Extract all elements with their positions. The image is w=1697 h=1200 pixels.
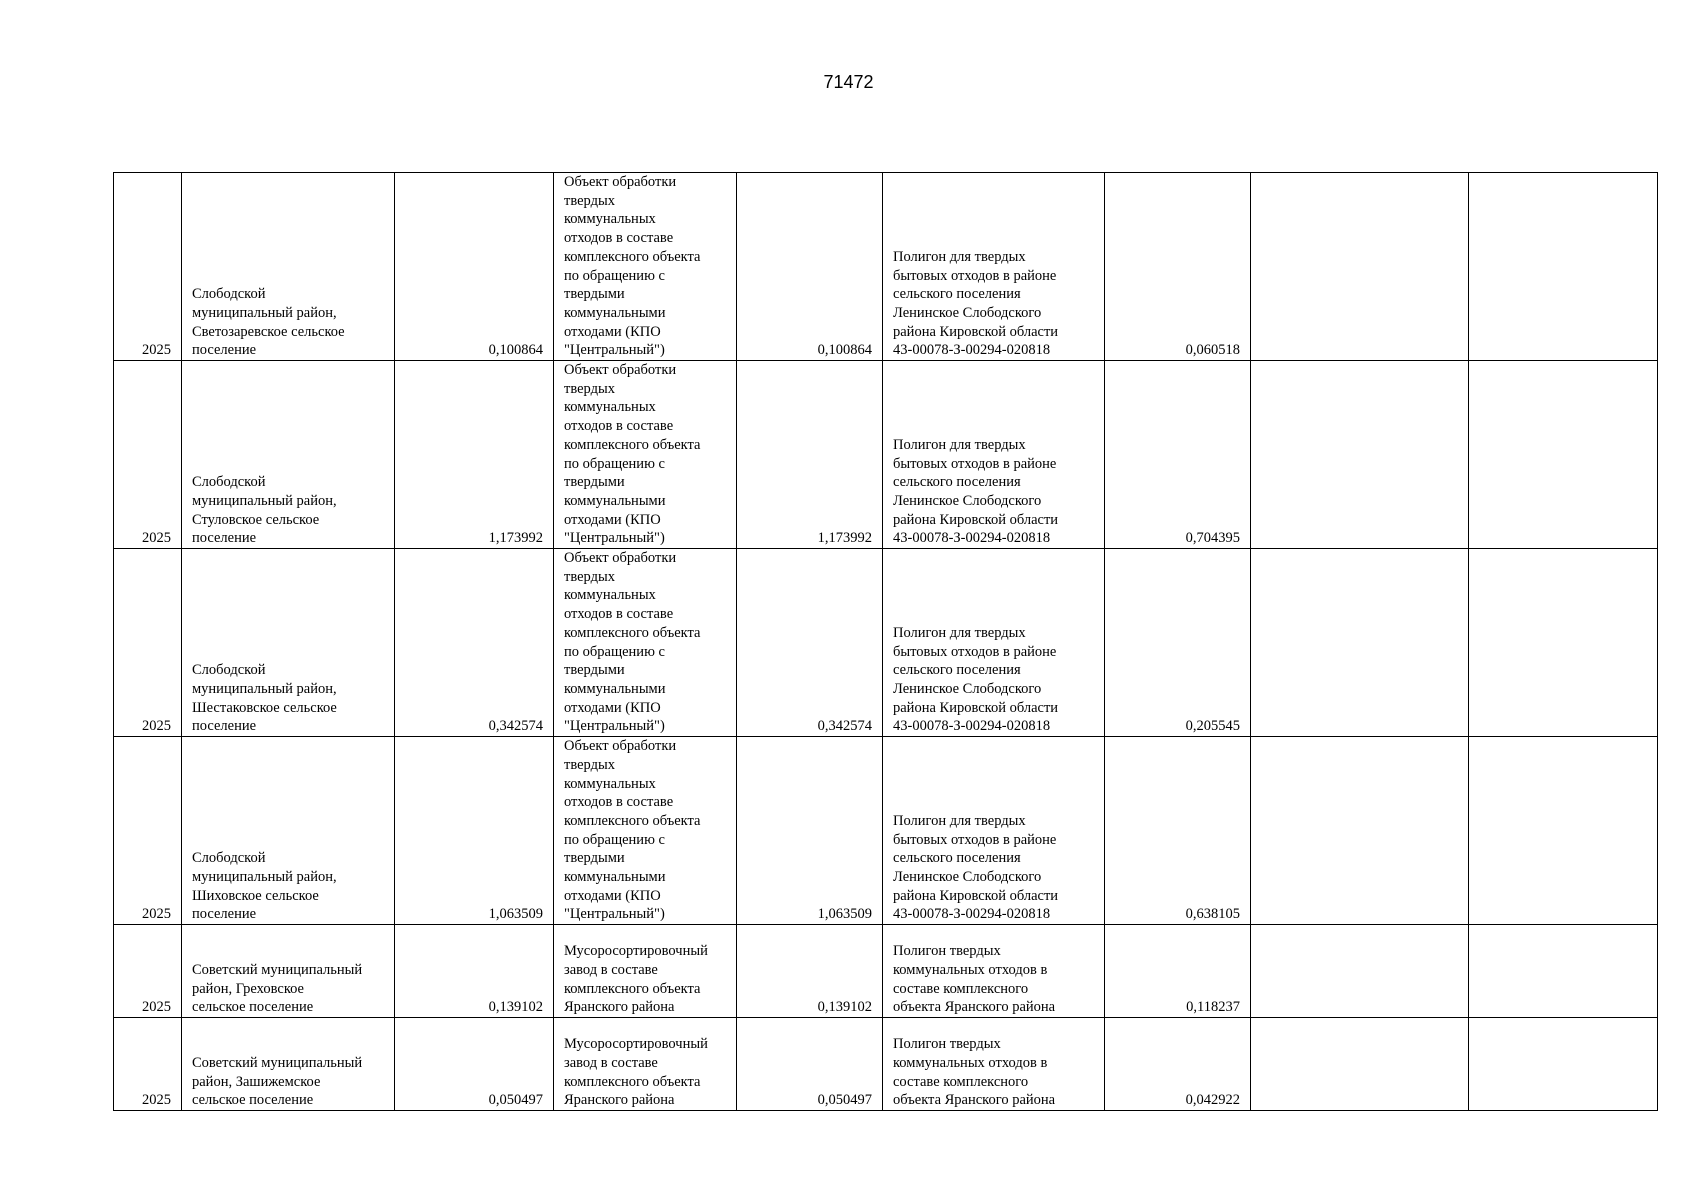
volume-disposed-cell: 0,704395 — [1105, 361, 1251, 549]
empty-cell — [1251, 737, 1469, 925]
volume-processed-cell: 0,342574 — [737, 549, 883, 737]
year-cell: 2025 — [114, 737, 182, 925]
volume-processed-cell: 0,139102 — [737, 925, 883, 1018]
year-cell: 2025 — [114, 549, 182, 737]
volume-disposed-cell: 0,638105 — [1105, 737, 1251, 925]
waste-flow-table — [113, 172, 1658, 1111]
disposal-facility-cell: Полигон твердых коммунальных отходов в составе комплексного объекта Яранского района — [883, 1018, 1105, 1111]
volume-processed-cell: 1,173992 — [737, 361, 883, 549]
processing-facility-cell: Мусоросортировочный завод в составе комплексного объекта Яранского района — [554, 1018, 737, 1111]
municipality-cell: Слободской муниципальный район, Светозаревское сельское поселение — [182, 173, 395, 361]
empty-cell — [1469, 1018, 1658, 1111]
page-number: 71472 — [823, 72, 874, 92]
empty-cell — [1469, 737, 1658, 925]
empty-cell — [1251, 1018, 1469, 1111]
table-row — [114, 173, 1658, 361]
disposal-facility-cell: Полигон для твердых бытовых отходов в районе сельского поселения Ленинское Слободского района Кировской области 43-00078-З-00294-020818 — [883, 737, 1105, 925]
year-cell: 2025 — [114, 173, 182, 361]
volume-disposed-cell: 0,118237 — [1105, 925, 1251, 1018]
processing-facility-cell: Объект обработки твердых коммунальных отходов в составе комплексного объекта по обращению с твердыми коммунальными отходами (КПО "Центральный") — [554, 737, 737, 925]
disposal-facility-cell: Полигон для твердых бытовых отходов в районе сельского поселения Ленинское Слободского района Кировской области 43-00078-З-00294-020818 — [883, 173, 1105, 361]
volume-generated-cell: 1,173992 — [395, 361, 554, 549]
empty-cell — [1469, 549, 1658, 737]
empty-cell — [1469, 361, 1658, 549]
municipality-cell: Советский муниципальный район, Греховское сельское поселение — [182, 925, 395, 1018]
year-cell: 2025 — [114, 361, 182, 549]
table-row — [114, 737, 1658, 925]
processing-facility-cell: Объект обработки твердых коммунальных отходов в составе комплексного объекта по обращению с твердыми коммунальными отходами (КПО "Центральный") — [554, 361, 737, 549]
volume-generated-cell: 1,063509 — [395, 737, 554, 925]
table-row — [114, 925, 1658, 1018]
table-row — [114, 361, 1658, 549]
year-cell: 2025 — [114, 925, 182, 1018]
municipality-cell: Слободской муниципальный район, Стуловское сельское поселение — [182, 361, 395, 549]
empty-cell — [1251, 549, 1469, 737]
volume-processed-cell: 0,100864 — [737, 173, 883, 361]
municipality-cell: Советский муниципальный район, Зашижемское сельское поселение — [182, 1018, 395, 1111]
volume-processed-cell: 0,050497 — [737, 1018, 883, 1111]
processing-facility-cell: Мусоросортировочный завод в составе комплексного объекта Яранского района — [554, 925, 737, 1018]
table-row — [114, 549, 1658, 737]
volume-generated-cell: 0,139102 — [395, 925, 554, 1018]
volume-disposed-cell: 0,060518 — [1105, 173, 1251, 361]
disposal-facility-cell: Полигон твердых коммунальных отходов в составе комплексного объекта Яранского района — [883, 925, 1105, 1018]
empty-cell — [1251, 173, 1469, 361]
year-cell: 2025 — [114, 1018, 182, 1111]
empty-cell — [1469, 173, 1658, 361]
disposal-facility-cell: Полигон для твердых бытовых отходов в районе сельского поселения Ленинское Слободского района Кировской области 43-00078-З-00294-020818 — [883, 361, 1105, 549]
disposal-facility-cell: Полигон для твердых бытовых отходов в районе сельского поселения Ленинское Слободского района Кировской области 43-00078-З-00294-020818 — [883, 549, 1105, 737]
volume-disposed-cell: 0,205545 — [1105, 549, 1251, 737]
processing-facility-cell: Объект обработки твердых коммунальных отходов в составе комплексного объекта по обращению с твердыми коммунальными отходами (КПО "Центральный") — [554, 549, 737, 737]
processing-facility-cell: Объект обработки твердых коммунальных отходов в составе комплексного объекта по обращению с твердыми коммунальными отходами (КПО "Центральный") — [554, 173, 737, 361]
table-row — [114, 1018, 1658, 1111]
empty-cell — [1251, 361, 1469, 549]
empty-cell — [1469, 925, 1658, 1018]
volume-disposed-cell: 0,042922 — [1105, 1018, 1251, 1111]
volume-generated-cell: 0,050497 — [395, 1018, 554, 1111]
municipality-cell: Слободской муниципальный район, Шестаковское сельское поселение — [182, 549, 395, 737]
volume-generated-cell: 0,100864 — [395, 173, 554, 361]
empty-cell — [1251, 925, 1469, 1018]
volume-generated-cell: 0,342574 — [395, 549, 554, 737]
municipality-cell: Слободской муниципальный район, Шиховское сельское поселение — [182, 737, 395, 925]
volume-processed-cell: 1,063509 — [737, 737, 883, 925]
